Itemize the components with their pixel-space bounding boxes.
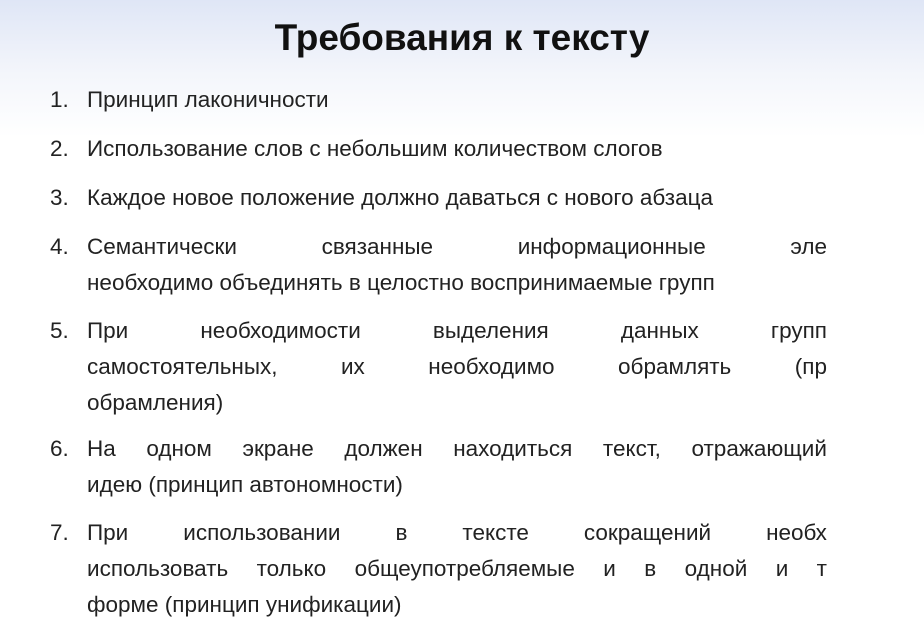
word: групп [770, 318, 827, 343]
word: При [87, 520, 129, 545]
list-item-line: Использование слов с небольшим количеством слогов [87, 136, 663, 161]
word: использовать [87, 556, 229, 581]
word: их [340, 354, 365, 379]
list-item-number: 6. [50, 436, 69, 461]
word: отражающий [691, 436, 827, 461]
word: сокращений [583, 520, 712, 545]
word: только [256, 556, 327, 581]
word: данных [620, 318, 699, 343]
word: т [816, 556, 827, 581]
list-item-number: 3. [50, 185, 69, 210]
word: и [775, 556, 789, 581]
list-item-line [87, 229, 827, 265]
word: одной [684, 556, 748, 581]
word: тексте [462, 520, 529, 545]
list-item-line [87, 431, 827, 467]
list-item-number: 7. [50, 520, 69, 545]
word: На [87, 436, 116, 461]
list-item-line: обрамления) [87, 390, 224, 415]
word: Семантически [87, 234, 237, 259]
word: (пр [794, 354, 827, 379]
list-item-line: необходимо объединять в целостно воспринимаемые групп [87, 270, 715, 295]
list-item-line: форме (принцип унификации) [87, 592, 402, 617]
word: и [603, 556, 616, 581]
word: в [644, 556, 657, 581]
word: одном [146, 436, 212, 461]
word: экране [242, 436, 314, 461]
list-item-line: идею (принцип автономности) [87, 472, 403, 497]
slide-title: Требования к тексту [274, 17, 650, 58]
list-item-line [87, 349, 827, 385]
word: необходимости [200, 318, 361, 343]
word: общеупотребляемые [354, 556, 575, 581]
list-item-number: 1. [50, 87, 69, 112]
list-item-line [87, 551, 827, 587]
word: необходимо [428, 354, 555, 379]
word: использовании [183, 520, 341, 545]
list-item-number: 5. [50, 318, 69, 343]
list-item-number: 4. [50, 234, 69, 259]
word: необх [766, 520, 827, 545]
word: самостоятельных, [87, 354, 278, 379]
word: выделения [432, 318, 549, 343]
list-item-line [87, 313, 827, 349]
list-item-line: Принцип лаконичности [87, 87, 329, 112]
list-item-number: 2. [50, 136, 69, 161]
word: эле [790, 234, 827, 259]
word: связанные [321, 234, 434, 259]
word: находиться [453, 436, 573, 461]
list-item-line: Каждое новое положение должно даваться с нового абзаца [87, 185, 714, 210]
word: обрамлять [618, 354, 732, 379]
list-item-line [87, 515, 827, 551]
word: информационные [517, 234, 706, 259]
word: должен [344, 436, 423, 461]
word: текст, [602, 436, 661, 461]
word: При [87, 318, 129, 343]
word: в [395, 520, 408, 545]
